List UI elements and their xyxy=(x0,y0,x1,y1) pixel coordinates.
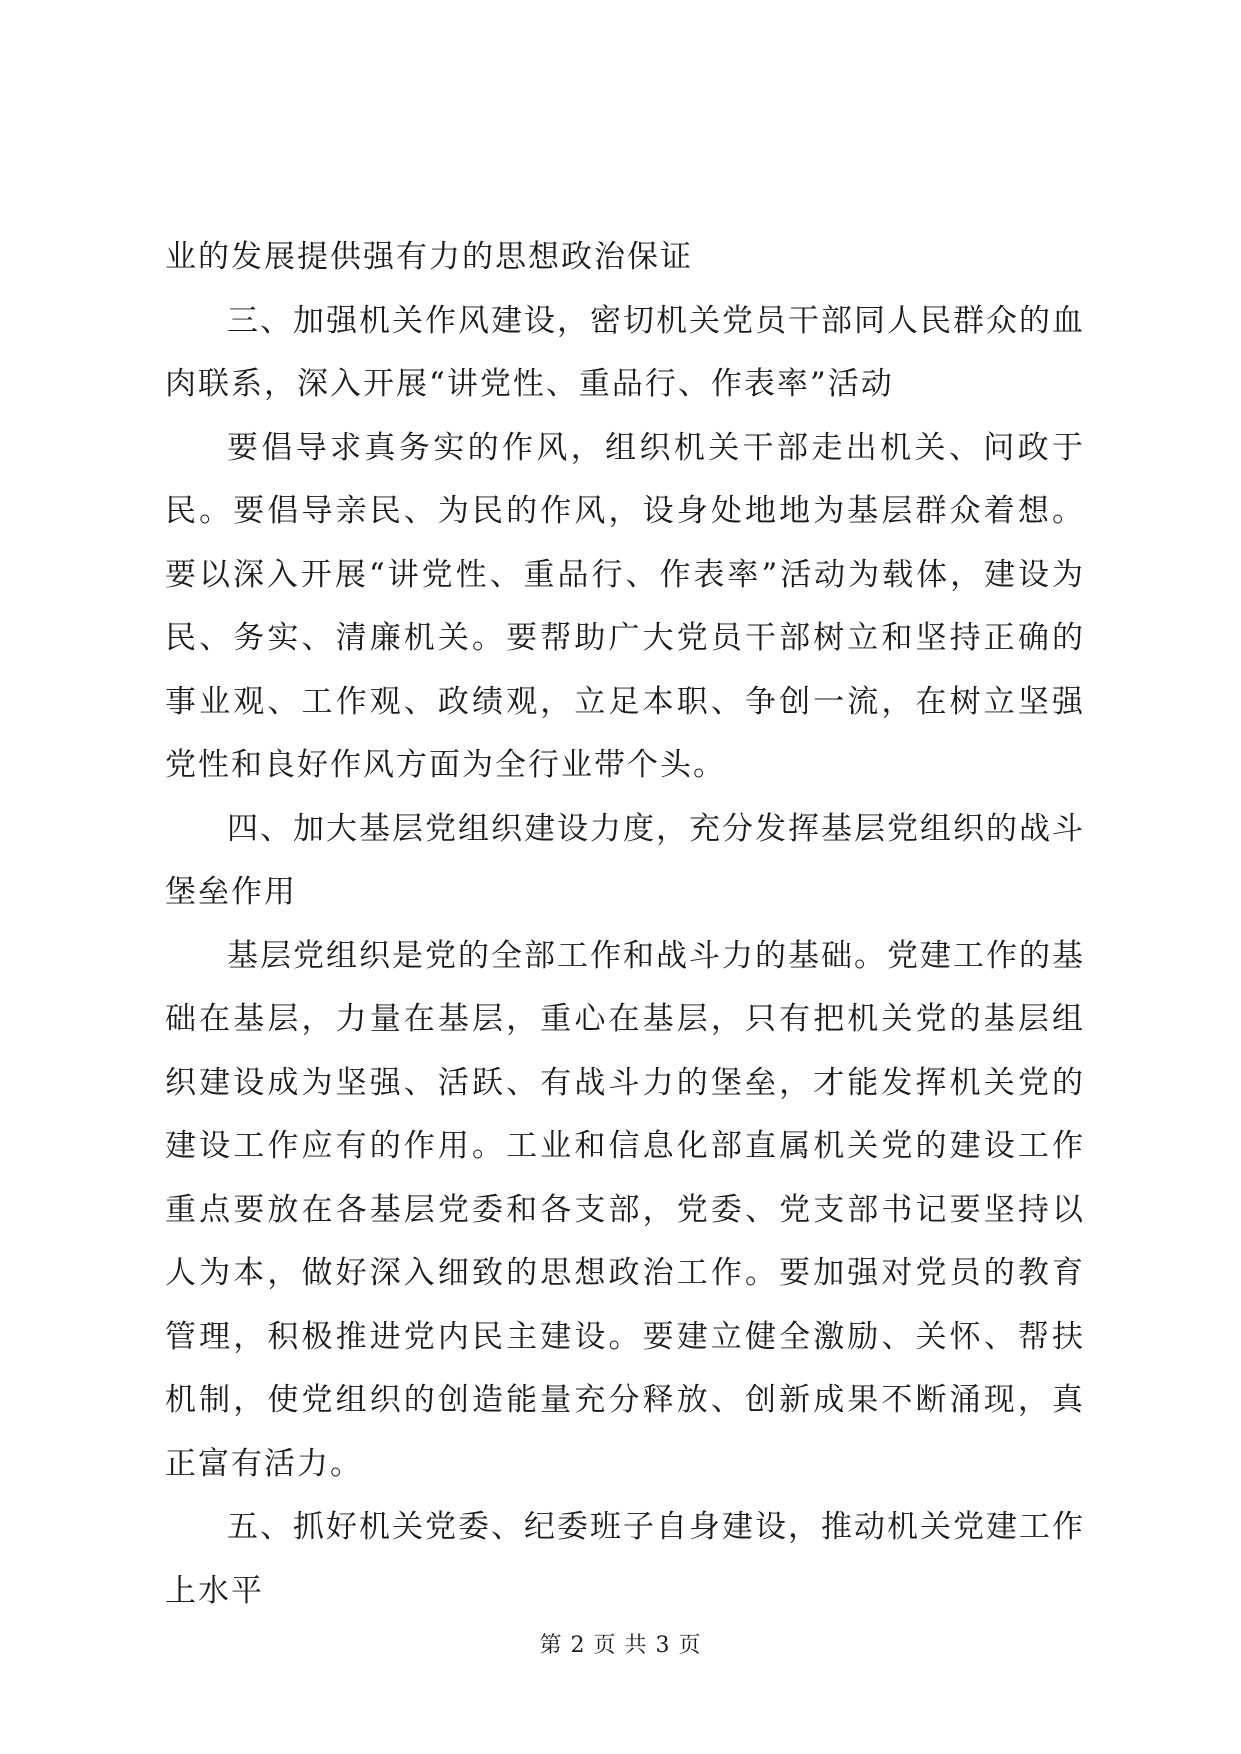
paragraph-grassroots: 基层党组织是党的全部工作和战斗力的基础。党建工作的基础在基层，力量在基层，重心在基层，只有把机关党的基层组织建设成为坚强、活跃、有战斗力的堡垒，才能发挥机关党的建设工作应有的作用。工业和信息化部直属机关党的建设工作重点要放在各基层党委和各支部，党委、党支部书记要坚持以人为本，做好深入细致的思想政治工作。要加强对党员的教育管理，积极推进党内民主建设。要建立健全激励、关怀、帮扶机制，使党组织的创造能量充分释放、创新成果不断涌现，真正富有活力。 xyxy=(165,937,1085,1482)
section-heading-three: 三、加强机关作风建设，密切机关党员干部同人民群众的血肉联系，深入开展“讲党性、重品行、作表率”活动 xyxy=(165,302,1085,402)
page-number-footer: 第 2 页 共 3 页 xyxy=(539,1633,702,1658)
paragraph-continuation: 业的发展提供强有力的思想政治保证 xyxy=(165,239,693,275)
section-heading-five: 五、抓好机关党委、纪委班子自身建设，推动机关党建工作上水平 xyxy=(165,1509,1085,1609)
document-body xyxy=(165,226,1085,1623)
paragraph-work-style: 要倡导求真务实的作风，组织机关干部走出机关、问政于民。要倡导亲民、为民的作风，设身处地地为基层群众着想。要以深入开展“讲党性、重品行、作表率”活动为载体，建设为民、务实、清廉机关。要帮助广大党员干部树立和坚持正确的事业观、工作观、政绩观，立足本职、争创一流，在树立坚强党性和良好作风方面为全行业带个头。 xyxy=(165,429,1085,783)
section-heading-four: 四、加大基层党组织建设力度，充分发挥基层党组织的战斗堡垒作用 xyxy=(165,810,1085,910)
